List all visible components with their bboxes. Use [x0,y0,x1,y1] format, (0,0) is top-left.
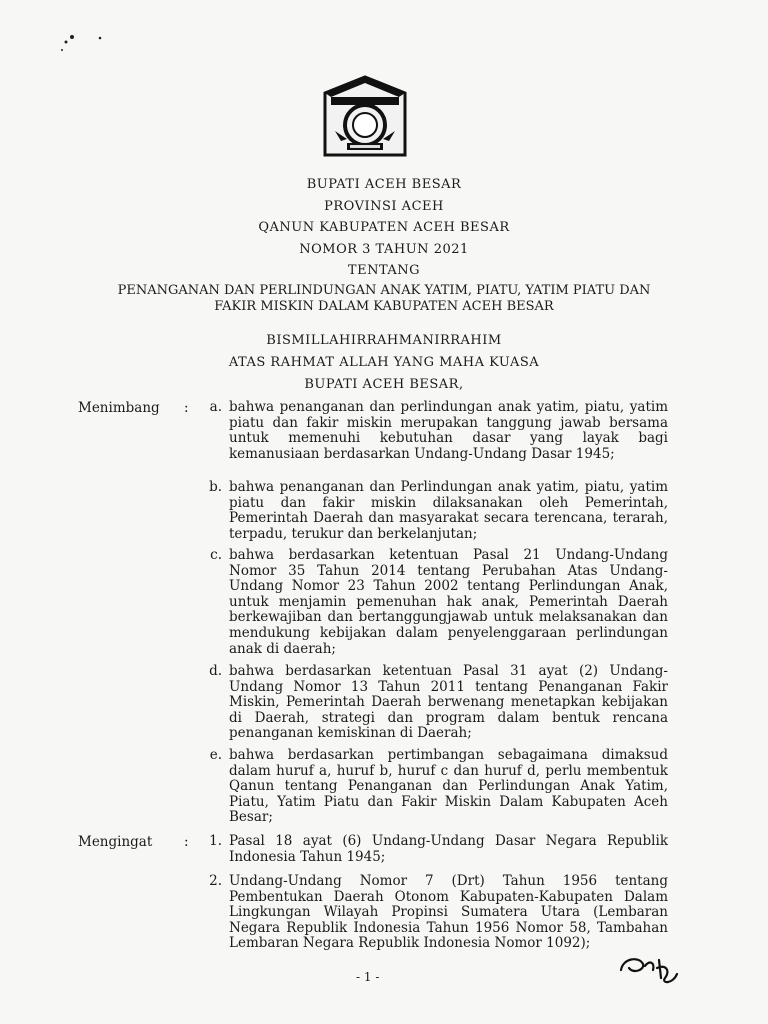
menimbang-item-d [192,664,668,742]
item-marker: e. [209,747,222,763]
menimbang-colon: : [184,400,189,416]
mengingat-colon: : [184,834,189,850]
mengingat-item-2 [192,874,668,952]
header-about: TENTANG [347,263,421,278]
item-text: bahwa penanganan dan Perlindungan anak yatim, piatu, yatim piatu dan fakir miskin dilaksanakan oleh Pemerintah, Pemerintah Daerah dan masyarakat secara terencana, terarah, terpadu, terukur dan berkelanjutan; [229,479,668,542]
item-text: Pasal 18 ayat (6) Undang-Undang Dasar Negara Republik Indonesia Tahun 1945; [229,833,668,865]
item-marker: d. [209,663,222,679]
item-text: bahwa berdasarkan ketentuan Pasal 31 ayat (2) Undang-Undang Nomor 13 Tahun 2011 tentang Penanganan Fakir Miskin, Pemerintah Daerah berwenang menetapkan kebijakan di Daerah, strategi dan program dalam bentuk rencana penanganan kemiskinan di Daerah; [229,663,668,742]
opening-regent: BUPATI ACEH BESAR, [304,377,464,392]
header-regent: BUPATI ACEH BESAR [306,177,462,192]
opening-bismillah: BISMILLAHIRRAHMANIRRAHIM [266,333,502,348]
menimbang-label: Menimbang [78,400,160,416]
header-qanun: QANUN KABUPATEN ACEH BESAR [258,220,510,235]
opening-invocation: ATAS RAHMAT ALLAH YANG MAHA KUASA [228,355,540,370]
item-text: bahwa penanganan dan perlindungan anak yatim, piatu, yatim piatu dan fakir miskin merupakan tanggung jawab bersama untuk memenuhi kebutuhan dasar yang layak bagi kemanusiaan berdasarkan Undang-Undang Dasar 1945; [229,399,668,462]
menimbang-item-a [192,400,668,462]
item-marker: a. [209,399,222,415]
title-line-1: PENANGANAN DAN PERLINDUNGAN ANAK YATIM, PIATU, YATIM PIATU DAN [117,283,651,298]
item-marker: b. [209,479,222,495]
document-header [0,174,768,282]
title-line-2: FAKIR MISKIN DALAM KABUPATEN ACEH BESAR [214,299,554,314]
menimbang-item-e [192,748,668,826]
item-marker: 1. [209,833,222,849]
scan-specks [0,0,140,60]
item-text: bahwa berdasarkan pertimbangan sebagaimana dimaksud dalam huruf a, huruf b, huruf c dan huruf d, perlu membentuk Qanun tentang Penanganan dan Perlindungan Anak Yatim, Piatu, Yatim Piatu dan Fakir Miskin Dalam Kabupaten Aceh Besar; [229,747,668,826]
opening-block [0,330,768,396]
mengingat-item-1 [192,834,668,865]
menimbang-item-b [192,480,668,542]
item-marker: c. [210,547,222,563]
item-marker: 2. [209,873,222,889]
document-title [70,283,698,315]
item-text: bahwa berdasarkan ketentuan Pasal 21 Undang-Undang Nomor 35 Tahun 2014 tentang Perubahan Atas Undang-Undang Nomor 23 Tahun 2002 tentang Perlindungan Anak, untuk menjamin pemenuhan hak anak, Pemerintah Daerah berkewajiban dan bertanggungjawab untuk melaksanakan dan mendukung kebijakan dalam penyelenggaraan perlindungan anak di daerah; [229,547,668,657]
header-number: NOMOR 3 TAHUN 2021 [299,241,469,257]
mengingat-label: Mengingat [78,834,153,850]
handwritten-initials-signature [615,950,685,990]
page-number: - 1 - [356,970,380,984]
item-text: Undang-Undang Nomor 7 (Drt) Tahun 1956 tentang Pembentukan Daerah Otonom Kabupaten-Kabupaten Dalam Lingkungan Wilayah Propinsi Sumatera Utara (Lembaran Negara Republik Indonesia Tahun 1956 Nomor 58, Tambahan Lembaran Negara Republik Indonesia Nomor 1092); [229,873,668,952]
menimbang-item-c [192,548,668,657]
header-province: PROVINSI ACEH [324,198,444,214]
aceh-besar-seal-logo [321,75,409,157]
